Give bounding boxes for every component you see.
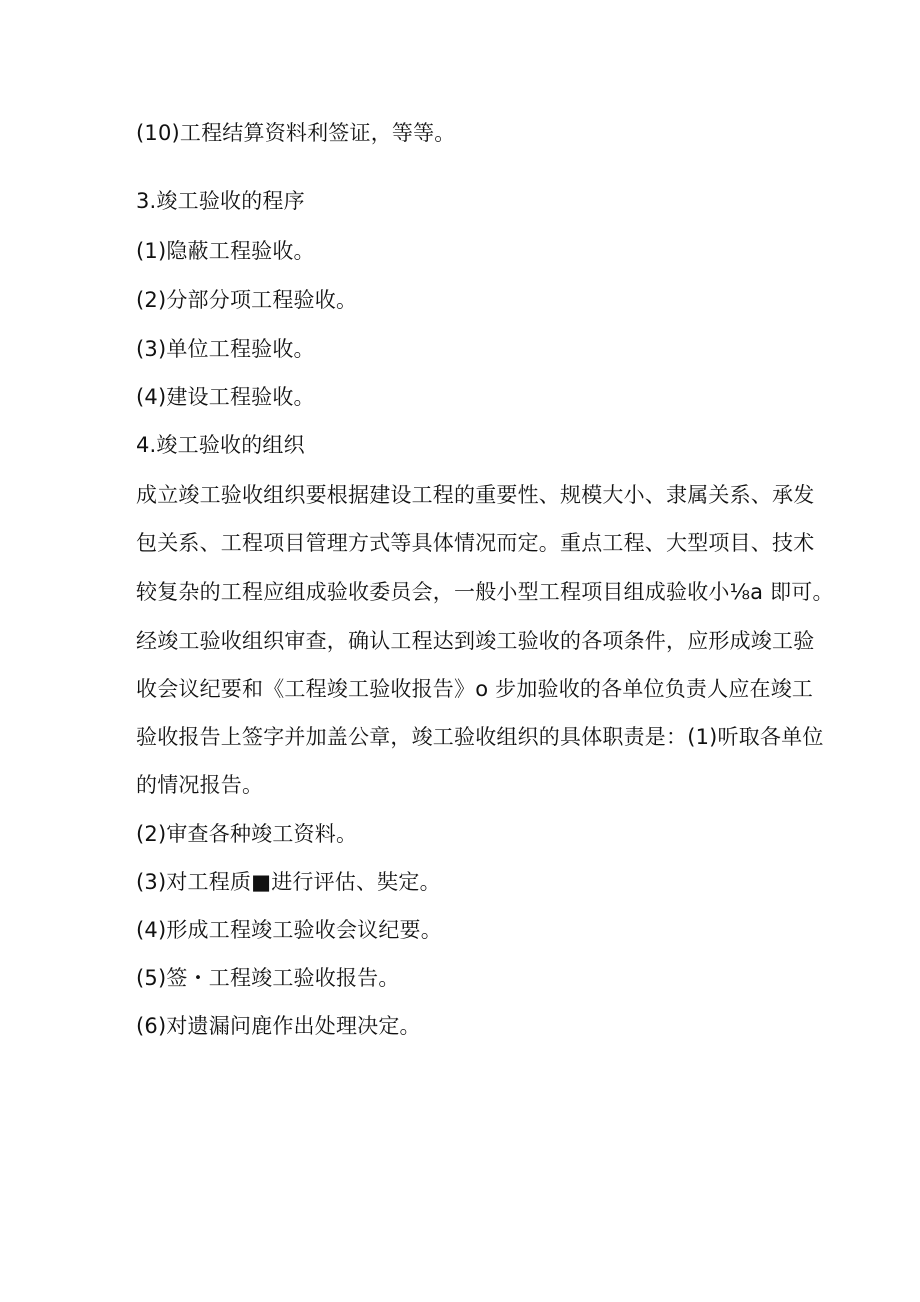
section-3-heading: 3.竣工验收的程序 [136, 189, 305, 213]
duty-item-5: (5)签・工程竣工验收报告。 [136, 966, 400, 990]
procedure-item-2: (2)分部分项工程验收。 [136, 288, 358, 312]
paragraph-line: 的情况报告。 [136, 773, 264, 797]
duty-item-2: (2)审查各种竣工资料。 [136, 822, 358, 846]
paragraph-line: 收会议纪要和《工程竣工验收报告》o 步加验收的各单位负责人应在竣工 [136, 677, 814, 701]
paragraph-line: 成立竣工验收组织要根据建设工程的重要性、规模大小、隶属关系、承发 [136, 483, 815, 507]
paragraph-line: 包关系、工程项目管理方式等具体情况而定。重点工程、大型项目、技术 [136, 531, 815, 555]
section-4-heading: 4.竣工验收的组织 [136, 433, 305, 457]
paragraph-line: 较复杂的工程应组成验收委员会，一般小型工程项目组成验收小⅛a 即可。 [136, 580, 834, 604]
duty-item-6: (6)对遗漏问鹿作出处理决定。 [136, 1014, 421, 1038]
procedure-item-4: (4)建设工程验收。 [136, 385, 315, 409]
duty-item-4: (4)形成工程竣工验收会议纪要。 [136, 918, 442, 942]
paragraph-line: 经竣工验收组织审查，确认工程达到竣工验收的各项条件，应形成竣工验 [136, 629, 815, 653]
procedure-item-3: (3)单位工程验收。 [136, 337, 315, 361]
list-item-10: (10)工程结算资料利签证，等等。 [136, 121, 456, 145]
duty-item-3: (3)对工程质■进行评估、奘定。 [136, 870, 441, 894]
procedure-item-1: (1)隐蔽工程验收。 [136, 239, 315, 263]
paragraph-line: 验收报告上签字并加盖公章，竣工验收组织的具体职责是：(1)听取各单位 [136, 725, 824, 749]
